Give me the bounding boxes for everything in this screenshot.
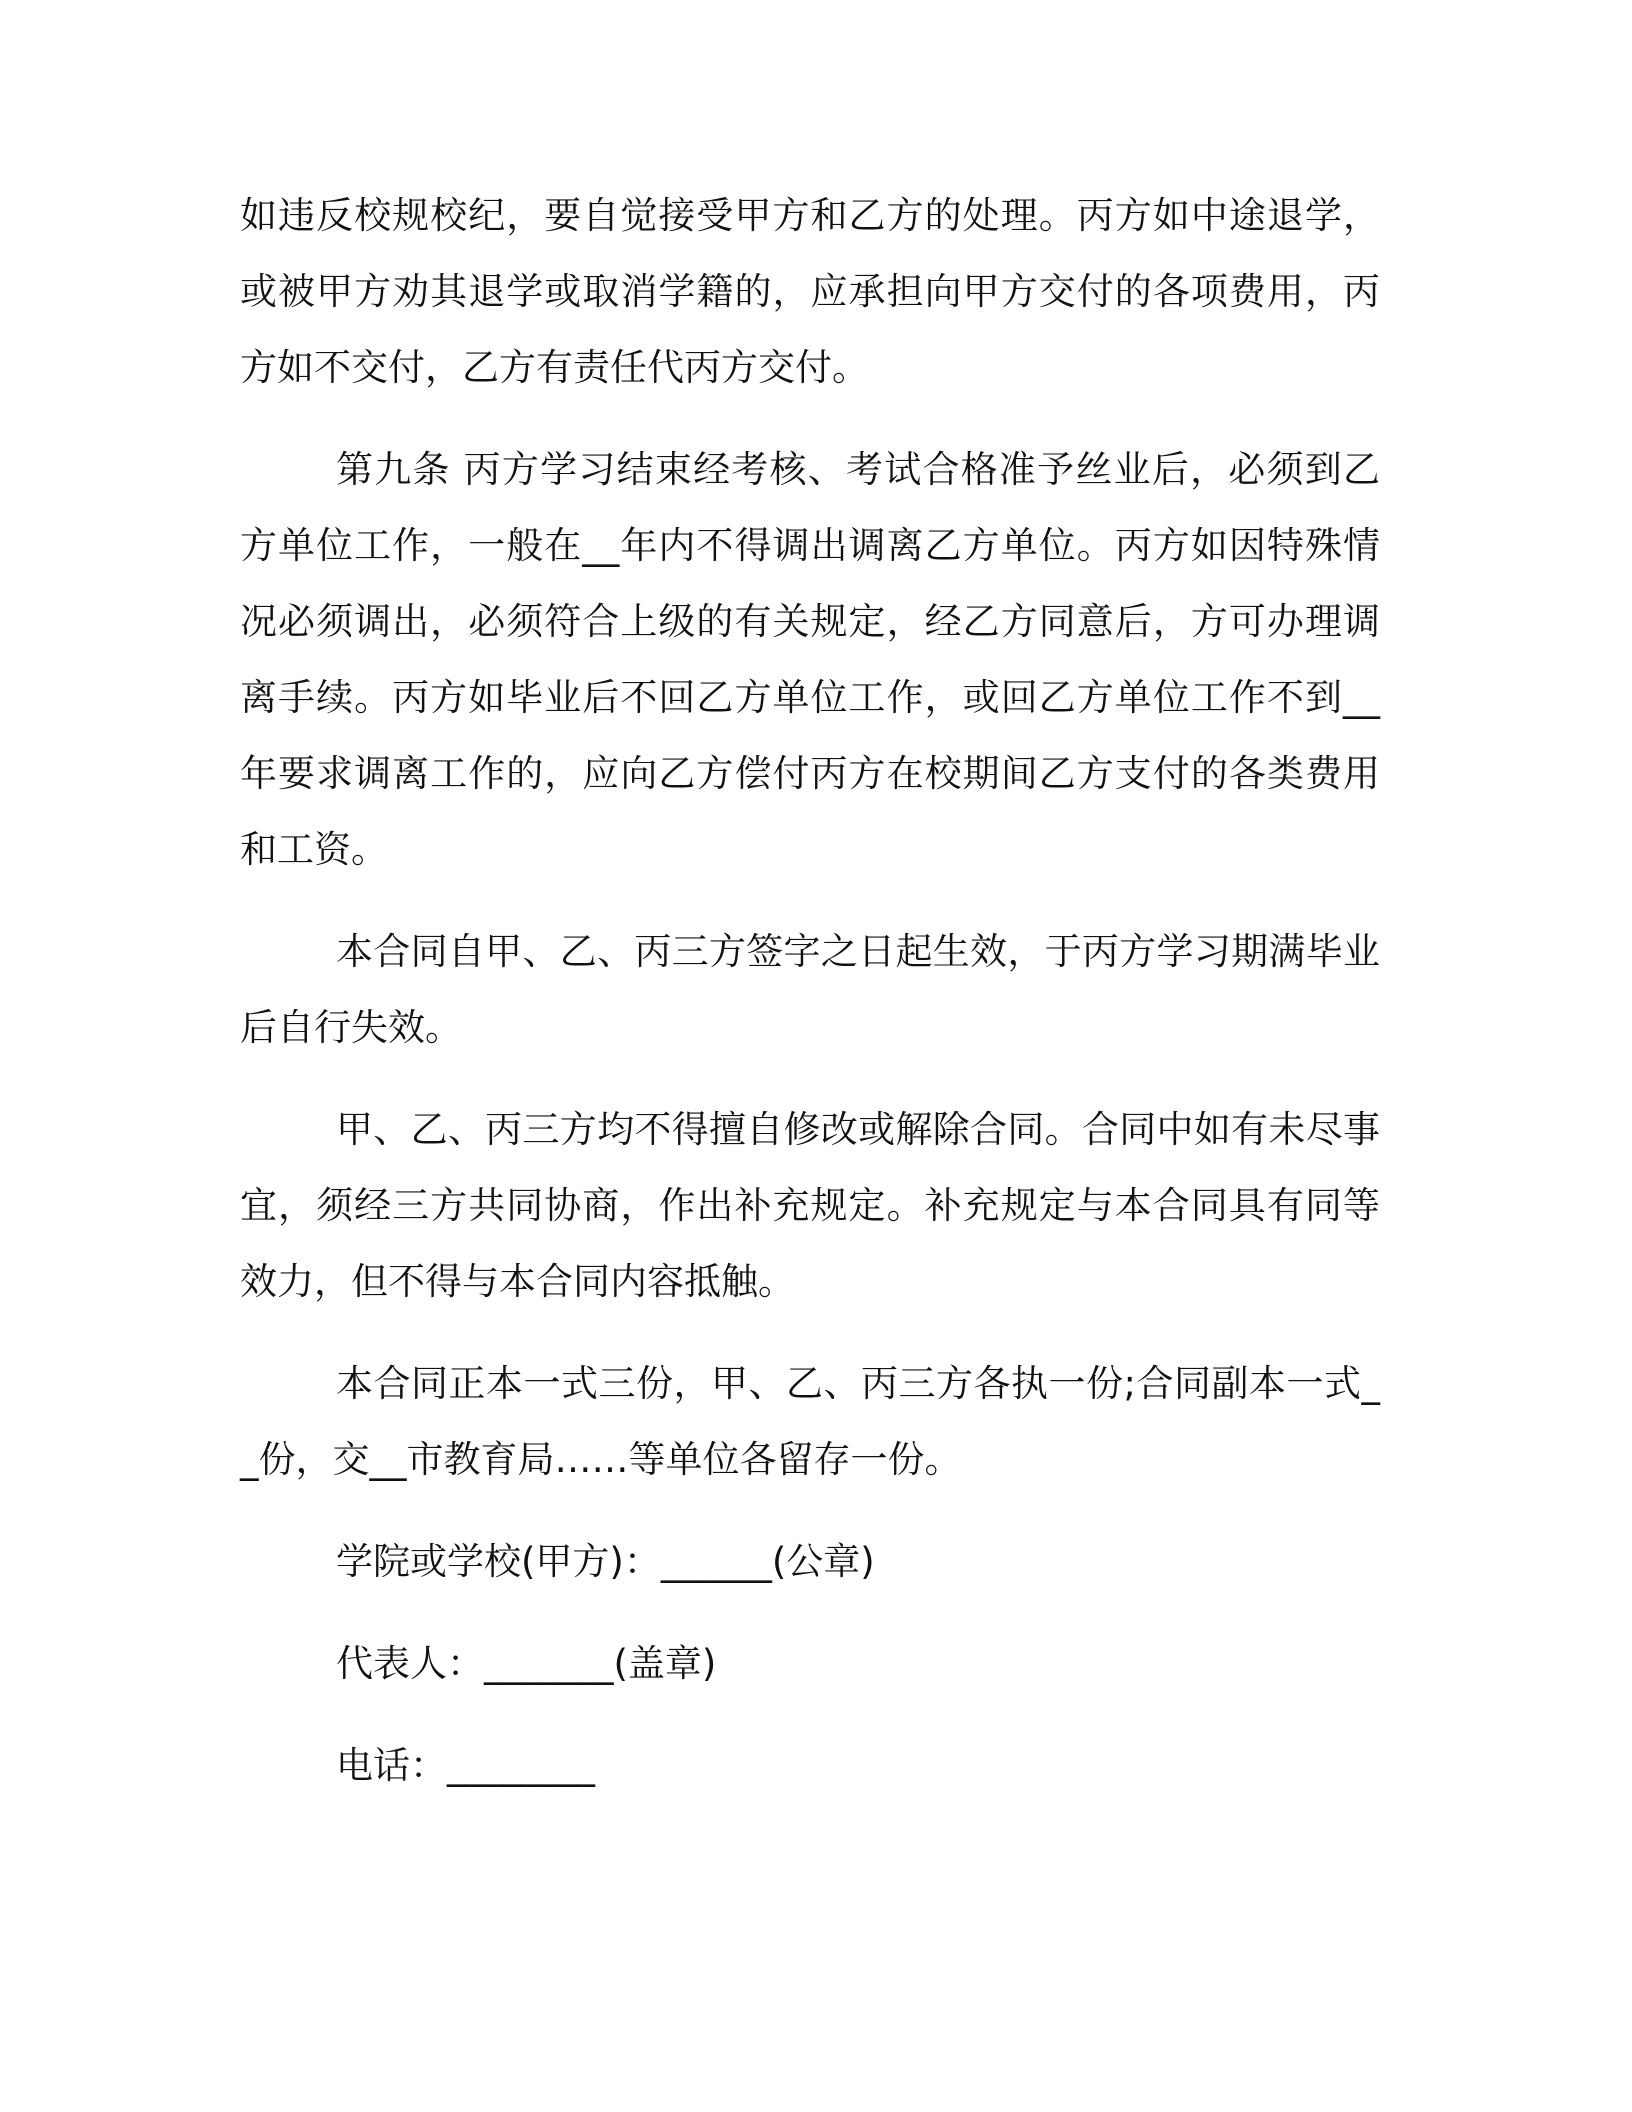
paragraph-violation-clause: 如违反校规校纪，要自觉接受甲方和乙方的处理。丙方如中途退学，或被甲方劝其退学或取消学籍的，应承担向甲方交付的各项费用，丙方如不交付，乙方有责任代丙方交付。 <box>240 194 1380 389</box>
signature-representative-line: 代表人：_______(盖章) <box>336 1642 717 1685</box>
paragraph-effective-date: 本合同自甲、乙、丙三方签字之日起生效，于丙方学习期满毕业后自行失效。 <box>240 930 1380 1049</box>
paragraph-copies: 本合同正本一式三份，甲、乙、丙三方各执一份;合同副本一式__份，交__市教育局……等单位各留存一份。 <box>240 1362 1380 1481</box>
paragraph-article-nine: 第九条 丙方学习结束经考核、考试合格准予丝业后，必须到乙方单位工作，一般在__年内不得调出调离乙方单位。丙方如因特殊情况必须调出，必须符合上级的有关规定，经乙方同意后，方可办理调离手续。丙方如毕业后不回乙方单位工作，或回乙方单位工作不到__年要求调离工作的，应向乙方偿付丙方在校期间乙方支付的各类费用和工资。 <box>240 448 1380 871</box>
document-body <box>240 178 1380 1830</box>
signature-phone-line: 电话：________ <box>336 1744 595 1787</box>
paragraph-modification: 甲、乙、丙三方均不得擅自修改或解除合同。合同中如有未尽事宜，须经三方共同协商，作出补充规定。补充规定与本合同具有同等效力，但不得与本合同内容抵触。 <box>240 1108 1380 1303</box>
signature-school-line: 学院或学校(甲方)：______(公章) <box>336 1540 875 1583</box>
